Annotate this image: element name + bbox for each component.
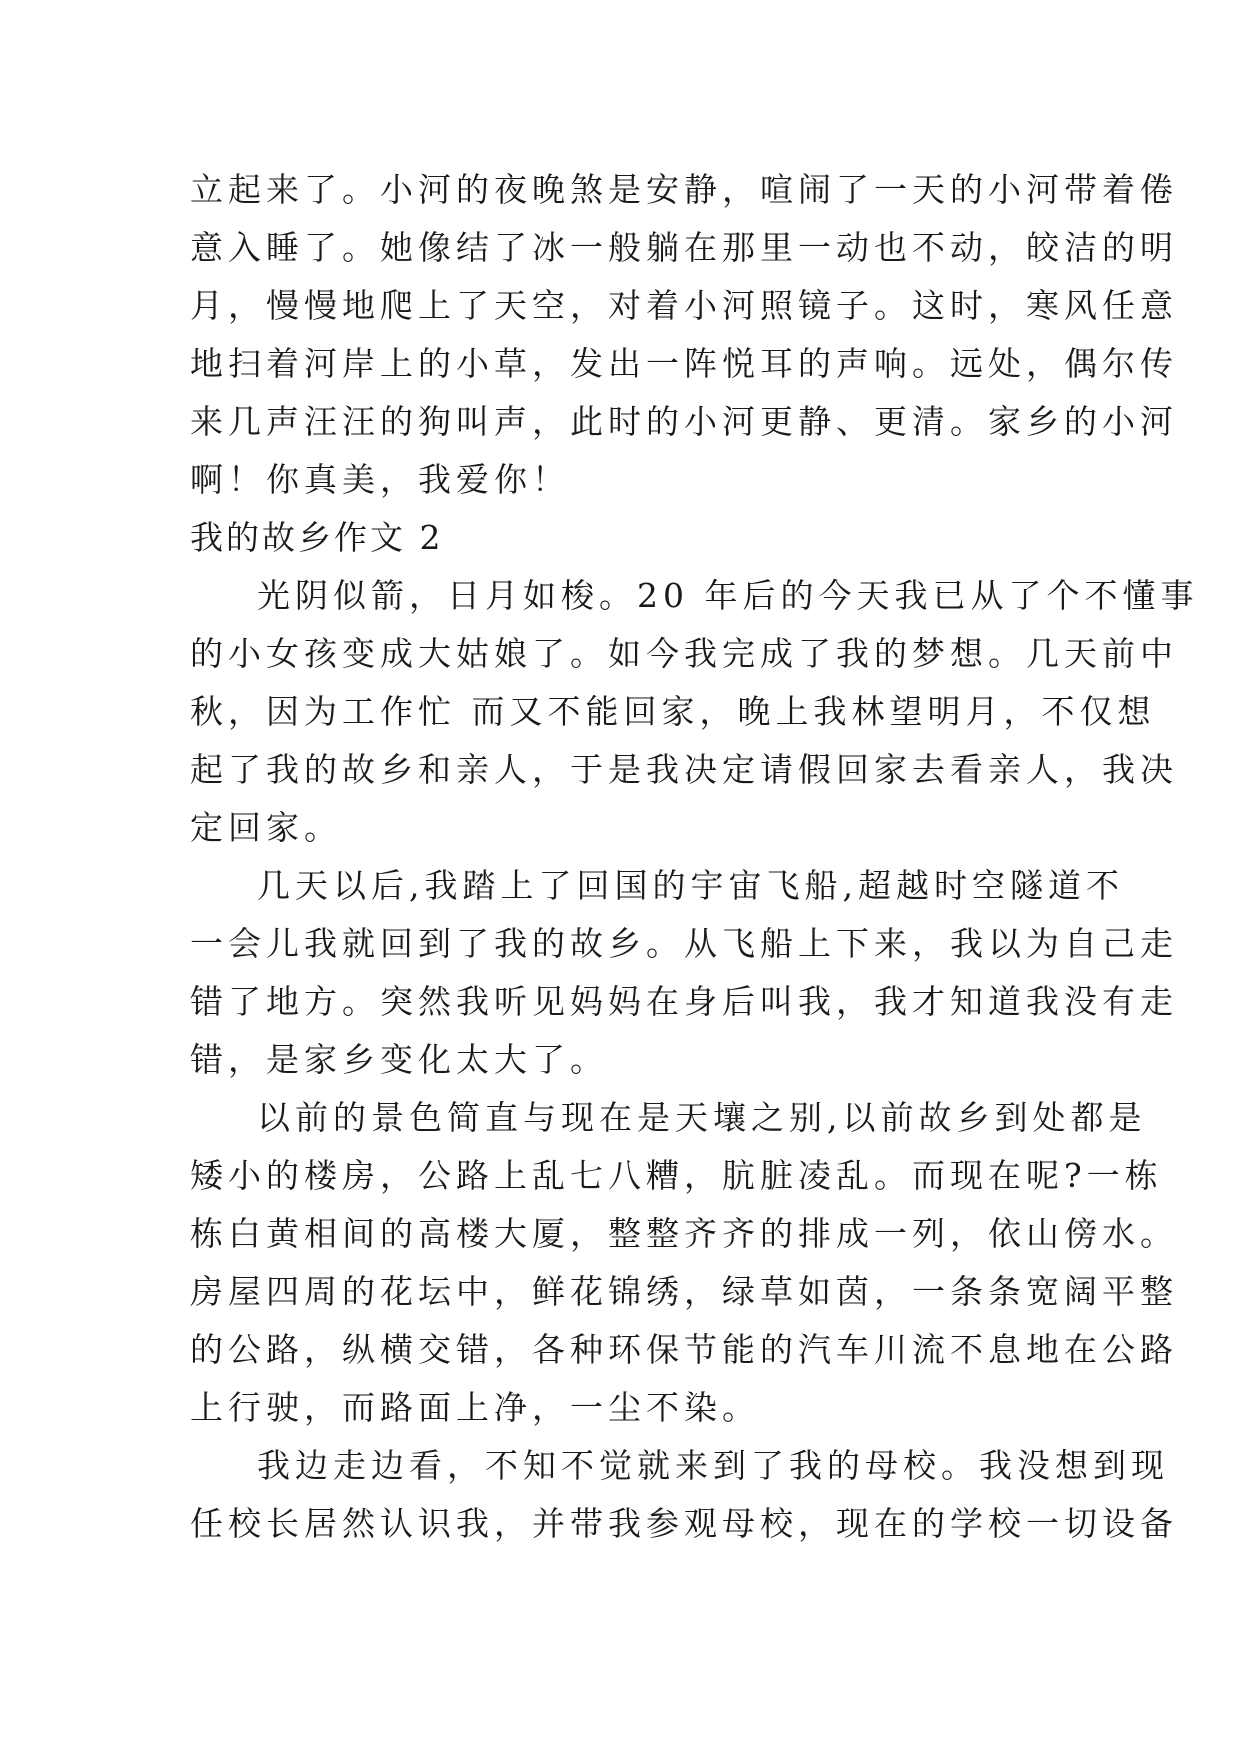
text-line: 的小女孩变成大姑娘了。如今我完成了我的梦想。几天前中: [190, 634, 1178, 673]
text-line: 光阴似箭，日月如梭。20 年后的今天我已从了个不懂事: [257, 576, 1199, 615]
text-line: 以前的景色简直与现在是天壤之别,以前故乡到处都是: [257, 1098, 1147, 1137]
text-line: 月，慢慢地爬上了天空，对着小河照镜子。这时，寒风任意: [190, 286, 1178, 325]
text-line: 错，是家乡变化太大了。: [190, 1040, 608, 1079]
text-line: 房屋四周的花坛中，鲜花锦绣，绿草如茵，一条条宽阔平整: [190, 1272, 1178, 1311]
text-line: 来几声汪汪的狗叫声，此时的小河更静、更清。家乡的小河: [190, 402, 1178, 441]
text-line: 我边走边看，不知不觉就来到了我的母校。我没想到现: [257, 1446, 1169, 1485]
text-line: 的公路，纵横交错，各种环保节能的汽车川流不息地在公路: [190, 1330, 1178, 1369]
text-line: 地扫着河岸上的小草，发出一阵悦耳的声响。远处，偶尔传: [190, 344, 1178, 383]
text-line: 起了我的故乡和亲人，于是我决定请假回家去看亲人，我决: [190, 750, 1178, 789]
section-heading: 我的故乡作文 2: [190, 518, 444, 557]
text-line: 立起来了。小河的夜晚煞是安静，喧闹了一天的小河带着倦: [190, 170, 1178, 209]
text-line: 矮小的楼房，公路上乱七八糟，肮脏凌乱。而现在呢?一栋: [190, 1156, 1163, 1195]
text-line: 一会儿我就回到了我的故乡。从飞船上下来，我以为自己走: [190, 924, 1178, 963]
text-line: 意入睡了。她像结了冰一般躺在那里一动也不动，皎洁的明: [190, 228, 1178, 267]
text-line: 栋白黄相间的高楼大厦，整整齐齐的排成一列，依山傍水。: [190, 1214, 1178, 1253]
text-line: 几天以后,我踏上了回国的宇宙飞船,超越时空隧道不: [257, 866, 1124, 905]
text-line: 任校长居然认识我，并带我参观母校，现在的学校一切设备: [190, 1504, 1178, 1543]
text-line: 定回家。: [190, 808, 342, 847]
text-line: 错了地方。突然我听见妈妈在身后叫我，我才知道我没有走: [190, 982, 1178, 1021]
text-line: 秋，因为工作忙 而又不能回家，晚上我林望明月，不仅想: [190, 692, 1156, 731]
text-line: 啊！你真美，我爱你！: [190, 460, 570, 499]
text-line: 上行驶，而路面上净，一尘不染。: [190, 1388, 760, 1427]
